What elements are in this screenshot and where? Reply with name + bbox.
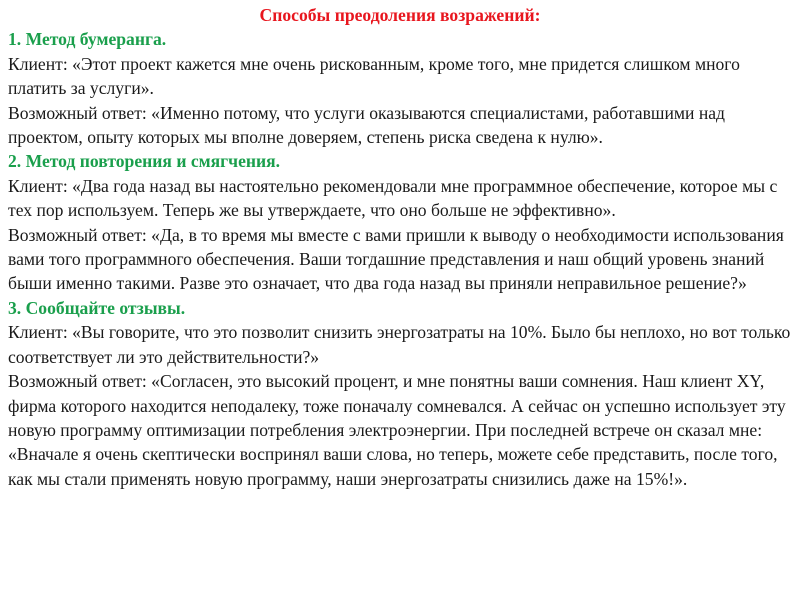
possible-answer-1: Возможный ответ: «Именно потому, что услуги оказываются специалистами, работавшими над проектом, опыту которых мы вполне доверяем, степень риска сведена к нулю». [8, 102, 725, 148]
client-statement-1: Клиент: «Этот проект кажется мне очень рискованным, кроме того, мне придется слишком много платить за услуги». [8, 53, 740, 99]
section-heading-testimonials: 3. Сообщайте отзывы. [8, 297, 186, 318]
slide-content [8, 3, 792, 491]
possible-answer-3: Возможный ответ: «Согласен, это высокий процент, и мне понятны ваши сомнения. Наш клиент XY, фирма которого находится неподалеку, тоже поначалу сомневался. А сейчас он успешно использует эту новую программу оптимизации потребления электроэнергии. При последней встрече он сказал мне: «Вначале я очень скептически воспринял ваши слова, но теперь, можете себе представить, после того, как мы стали применять новую программу, наши энергозатраты снизились даже на 15%!». [8, 371, 786, 489]
client-statement-3: Клиент: «Вы говорите, что это позволит снизить энергозатраты на 10%. Было бы неплохо, но вот только соответствует ли это действительности?» [8, 322, 791, 367]
client-statement-2: Клиент: «Два года назад вы настоятельно рекомендовали мне программное обеспечение, которое мы с тех пор используем. Теперь же вы утверждаете, что оно больше не эффективно». [8, 175, 778, 221]
section-heading-repetition: 2. Метод повторения и смягчения. [8, 151, 281, 172]
slide-title: Способы преодоления возражений: [259, 5, 541, 25]
section-heading-boomerang: 1. Метод бумеранга. [8, 29, 167, 50]
possible-answer-2: Возможный ответ: «Да, в то время мы вместе с вами пришли к выводу о необходимости использования вами того программного обеспечения. Ваши тогдашние представления и наш общий уровень знаний быши именно такими. Разве это означает, что два года назад вы приняли неправильное решение?» [8, 224, 784, 294]
